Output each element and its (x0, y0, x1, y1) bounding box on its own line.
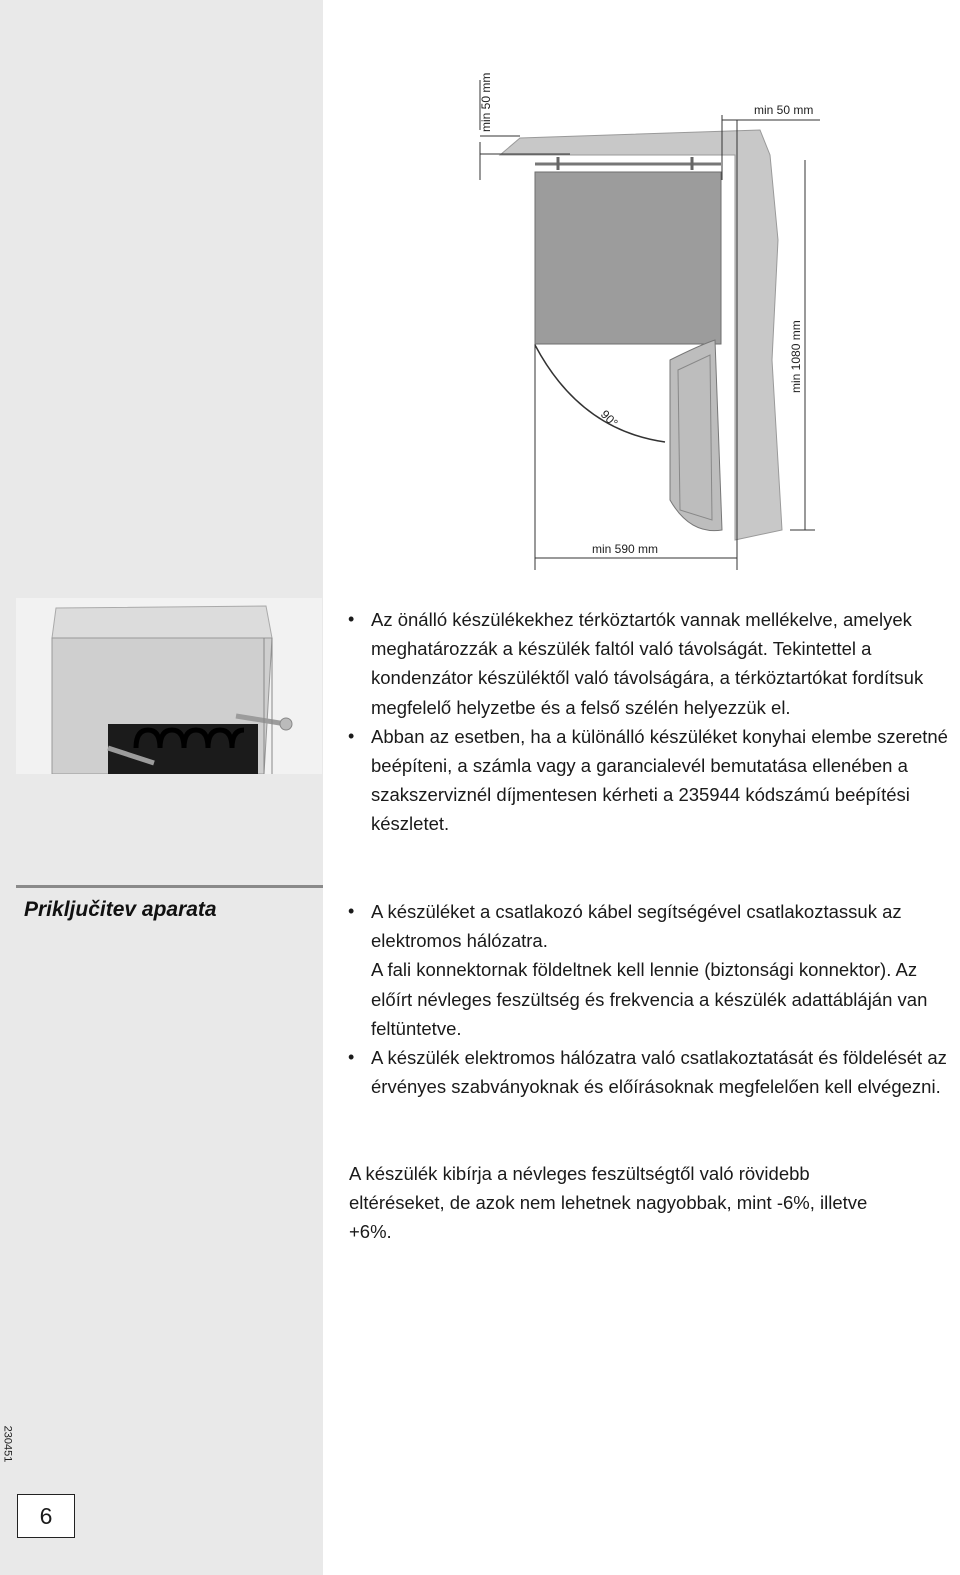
list-item (340, 605, 960, 722)
side-clearance-label: min 50 mm (754, 103, 814, 117)
list-item-text: • A készüléket a csatlakozó kábel segítségével csatlakoztassuk az elektromos hálózatra. (371, 901, 902, 952)
voltage-note: A készülék kibírja a névleges feszültségtől való rövidebb eltéréseket, de azok nem lehetnek nagyobbak, mint -6%, illetve +6%. (349, 1163, 868, 1243)
list-item-text: • A készülék elektromos hálózatra való csatlakoztatását és földelését az érvényes szabványoknak és előírásoknak megfelelően kell elvégezni. (371, 1047, 947, 1098)
page-number: 6 (17, 1494, 75, 1538)
section-divider (16, 885, 323, 888)
list-item-text: • Az önálló készülékekhez térköztartók vannak mellékelve, amelyek meghatározzák a készülék faltól való távolságát. Tekintettel a kondenzátor készüléktől való távolságára, a térköztartókat fordítsuk megfelelő helyzetbe és a felső szélén helyezzük el. (371, 609, 924, 718)
spacer-illustration (16, 598, 322, 774)
connection-list (340, 897, 960, 1101)
list-item-text: • Abban az esetben, ha a különálló készüléket konyhai elembe szeretné beépíteni, a számla vagy a garancialevél bemutatása ellenében a szakszerviznél díjmentesen kérheti a 235944 kódszámú beépítési készletet. (371, 725, 948, 835)
spacer-photo (16, 598, 322, 774)
top-clearance-label: min 50 mm (479, 72, 493, 132)
installation-list (340, 605, 960, 839)
clearance-drawing (460, 60, 840, 580)
list-item-text: A fali konnektornak földeltnek kell lennie (biztonsági konnektor). Az előírt névleges feszültség és frekvencia a készülék adattábláján van feltüntetve. (371, 959, 928, 1039)
angle-label: 90° (597, 407, 621, 430)
height-label: min 1080 mm (789, 320, 803, 393)
installation-clearance-diagram (460, 60, 840, 580)
sidebar (0, 0, 323, 1575)
list-item (340, 1043, 960, 1101)
depth-label: min 590 mm (592, 542, 659, 556)
list-item (340, 897, 960, 1043)
list-item (340, 722, 960, 839)
section-title: Priključitev aparata (24, 898, 217, 921)
document-code: 230451 (1, 1425, 14, 1463)
